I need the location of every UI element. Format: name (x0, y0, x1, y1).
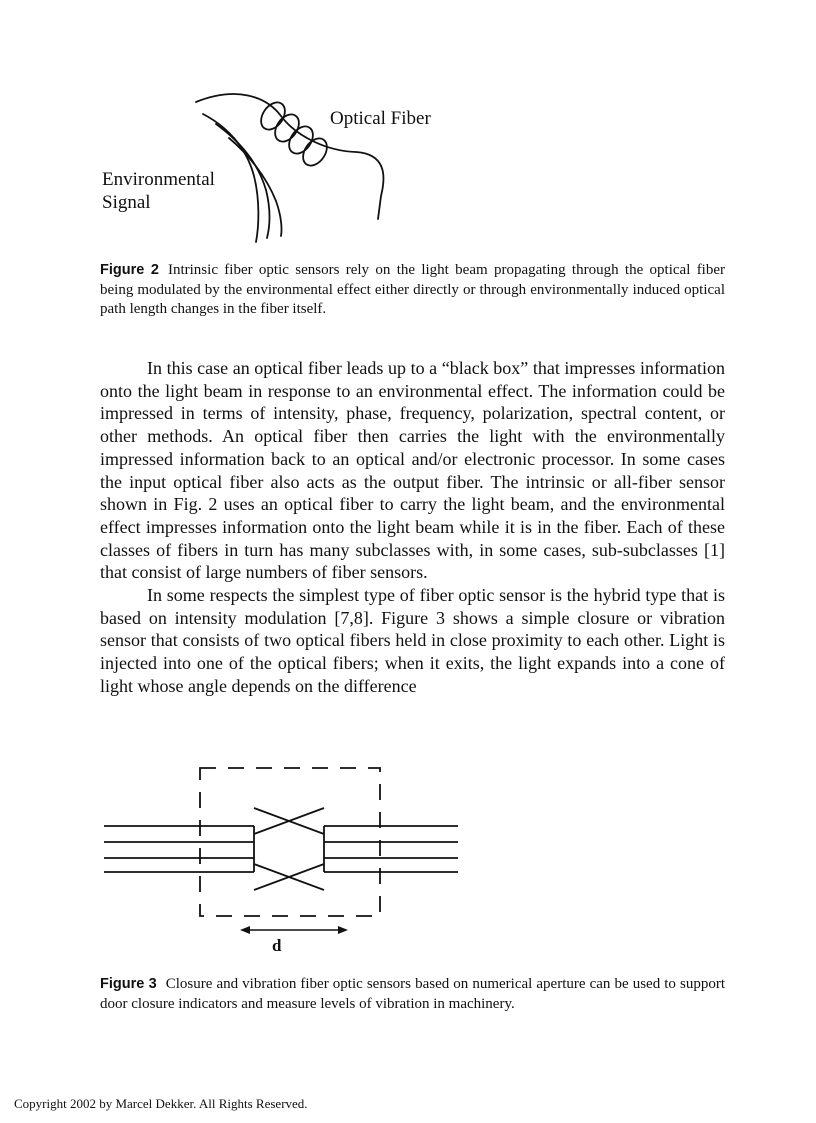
left-fiber (104, 826, 254, 872)
figure-2-number: Figure 2 (100, 262, 159, 278)
paragraph: In this case an optical fiber leads up to a “black box” that impresses information onto the light beam in response to an environmental effect. The information could be impressed in terms of intensity, phase, frequency, polarization, spectral content, or other methods. An optical fiber then carries the light with the environmentally impressed information back to an optical and/or electronic processor. In some cases the input optical fiber also acts as the output fiber. The intrinsic or all-fiber sensor shown in Fig. 2 uses an optical fiber to carry the light beam, and the environmental effect impresses information onto the light beam while it is in the fiber. Each of these classes of fibers in turn has many subclasses with, in some cases, sub-subclasses [1] that consist of large numbers of fiber sensors. (100, 358, 725, 583)
fiber-coil (298, 134, 332, 170)
figure-2-caption (100, 261, 725, 320)
figure-3-caption-text: Closure and vibration fiber optic sensors based on numerical aperture can be used to support door closure indicators and measure levels of vibration in machinery. (100, 976, 725, 1012)
figure-2 (96, 86, 456, 254)
fiber-gap-diagram (100, 758, 462, 964)
environmental-label: Environmental (102, 169, 215, 190)
signal-wave (216, 124, 270, 238)
right-fiber (324, 826, 458, 872)
figure-2-caption-text: Intrinsic fiber optic sensors rely on the light beam propagating through the optical fiber being modulated by the environmental effect either directly or through environmentally induced optical path length changes in the fiber itself. (100, 262, 726, 317)
distance-label: d (272, 936, 282, 955)
arrowhead-left (240, 926, 250, 934)
signal-wave (229, 138, 281, 236)
paragraph: In some respects the simplest type of fiber optic sensor is the hybrid type that is based on intensity modulation [7,8]. Figure 3 shows a simple closure or vibration sensor that consists of two optical fibers held in close proximity to each other. Light is injected into one of the optical fibers; when it exits, the light expands into a cone of light whose angle depends on the difference (100, 585, 725, 696)
copyright-footer: Copyright 2002 by Marcel Dekker. All Rights Reserved. (14, 1096, 308, 1111)
body-text (100, 357, 725, 698)
optical-fiber-label: Optical Fiber (330, 108, 431, 129)
figure-3 (100, 758, 462, 964)
signal-label: Signal (102, 192, 151, 213)
figure-3-caption (100, 975, 725, 1014)
figure-3-number: Figure 3 (100, 976, 157, 992)
arrowhead-right (338, 926, 348, 934)
